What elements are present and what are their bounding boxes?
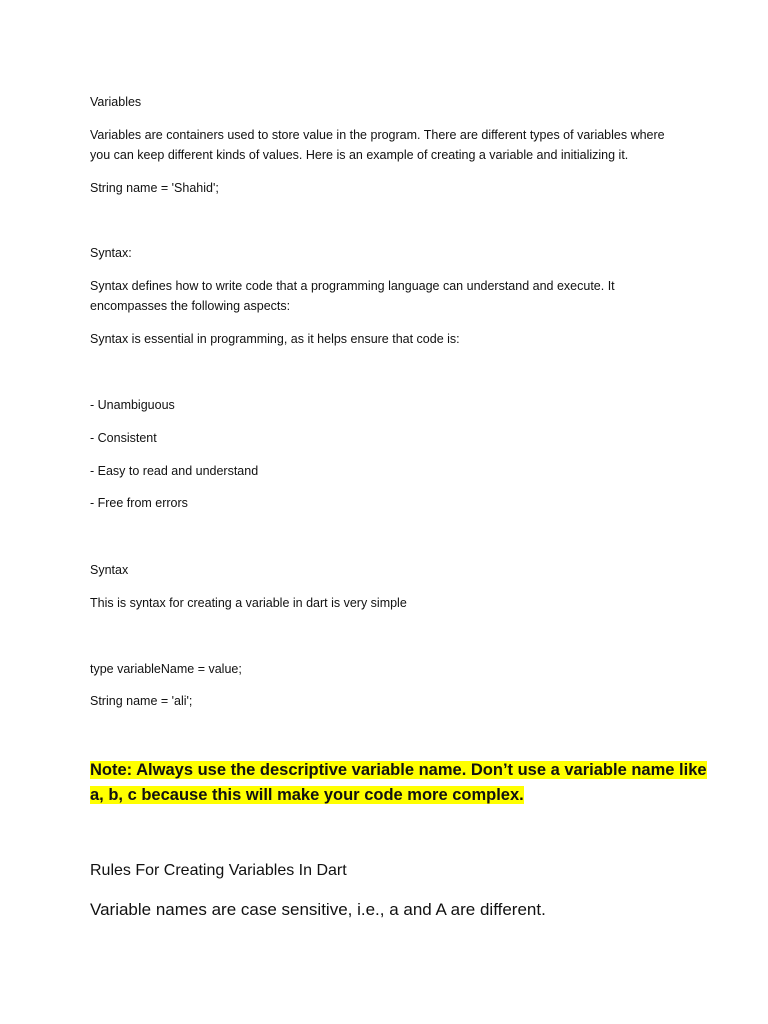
syntax-essential-paragraph: Syntax is essential in programming, as it helps ensure that code is: [90,332,460,346]
list-item: - Consistent [90,431,157,445]
note-highlight-text: a, b, c because this will make your code more complex. [90,786,524,804]
code-example-shahid: String name = 'Shahid'; [90,181,219,195]
heading-syntax-2: Syntax [90,563,129,577]
note-highlight-text: Note: Always use the descriptive variable name. Don’t use a variable name like [90,761,707,779]
intro-paragraph-line-1: Variables are containers used to store value in the program. There are different types of variables where [90,128,665,142]
highlighted-note-line-2 [90,783,524,807]
syntax-definition-line-1: Syntax defines how to write code that a programming language can understand and execute. It [90,279,615,293]
list-item: - Free from errors [90,496,188,510]
heading-variables: Variables [90,95,142,109]
intro-paragraph-line-2: you can keep different kinds of values. Here is an example of creating a variable and initializing it. [90,148,629,162]
syntax-dart-paragraph: This is syntax for creating a variable in dart is very simple [90,596,407,610]
rule-case-sensitive: Variable names are case sensitive, i.e., a and A are different. [90,900,546,919]
rules-heading: Rules For Creating Variables In Dart [90,862,347,879]
code-example-ali: String name = 'ali'; [90,694,193,708]
list-item: - Unambiguous [90,398,175,412]
highlighted-note-line-1 [90,758,707,782]
heading-syntax: Syntax: [90,246,132,260]
code-generic-syntax: type variableName = value; [90,662,242,676]
syntax-definition-line-2: encompasses the following aspects: [90,299,291,313]
list-item: - Easy to read and understand [90,464,259,478]
